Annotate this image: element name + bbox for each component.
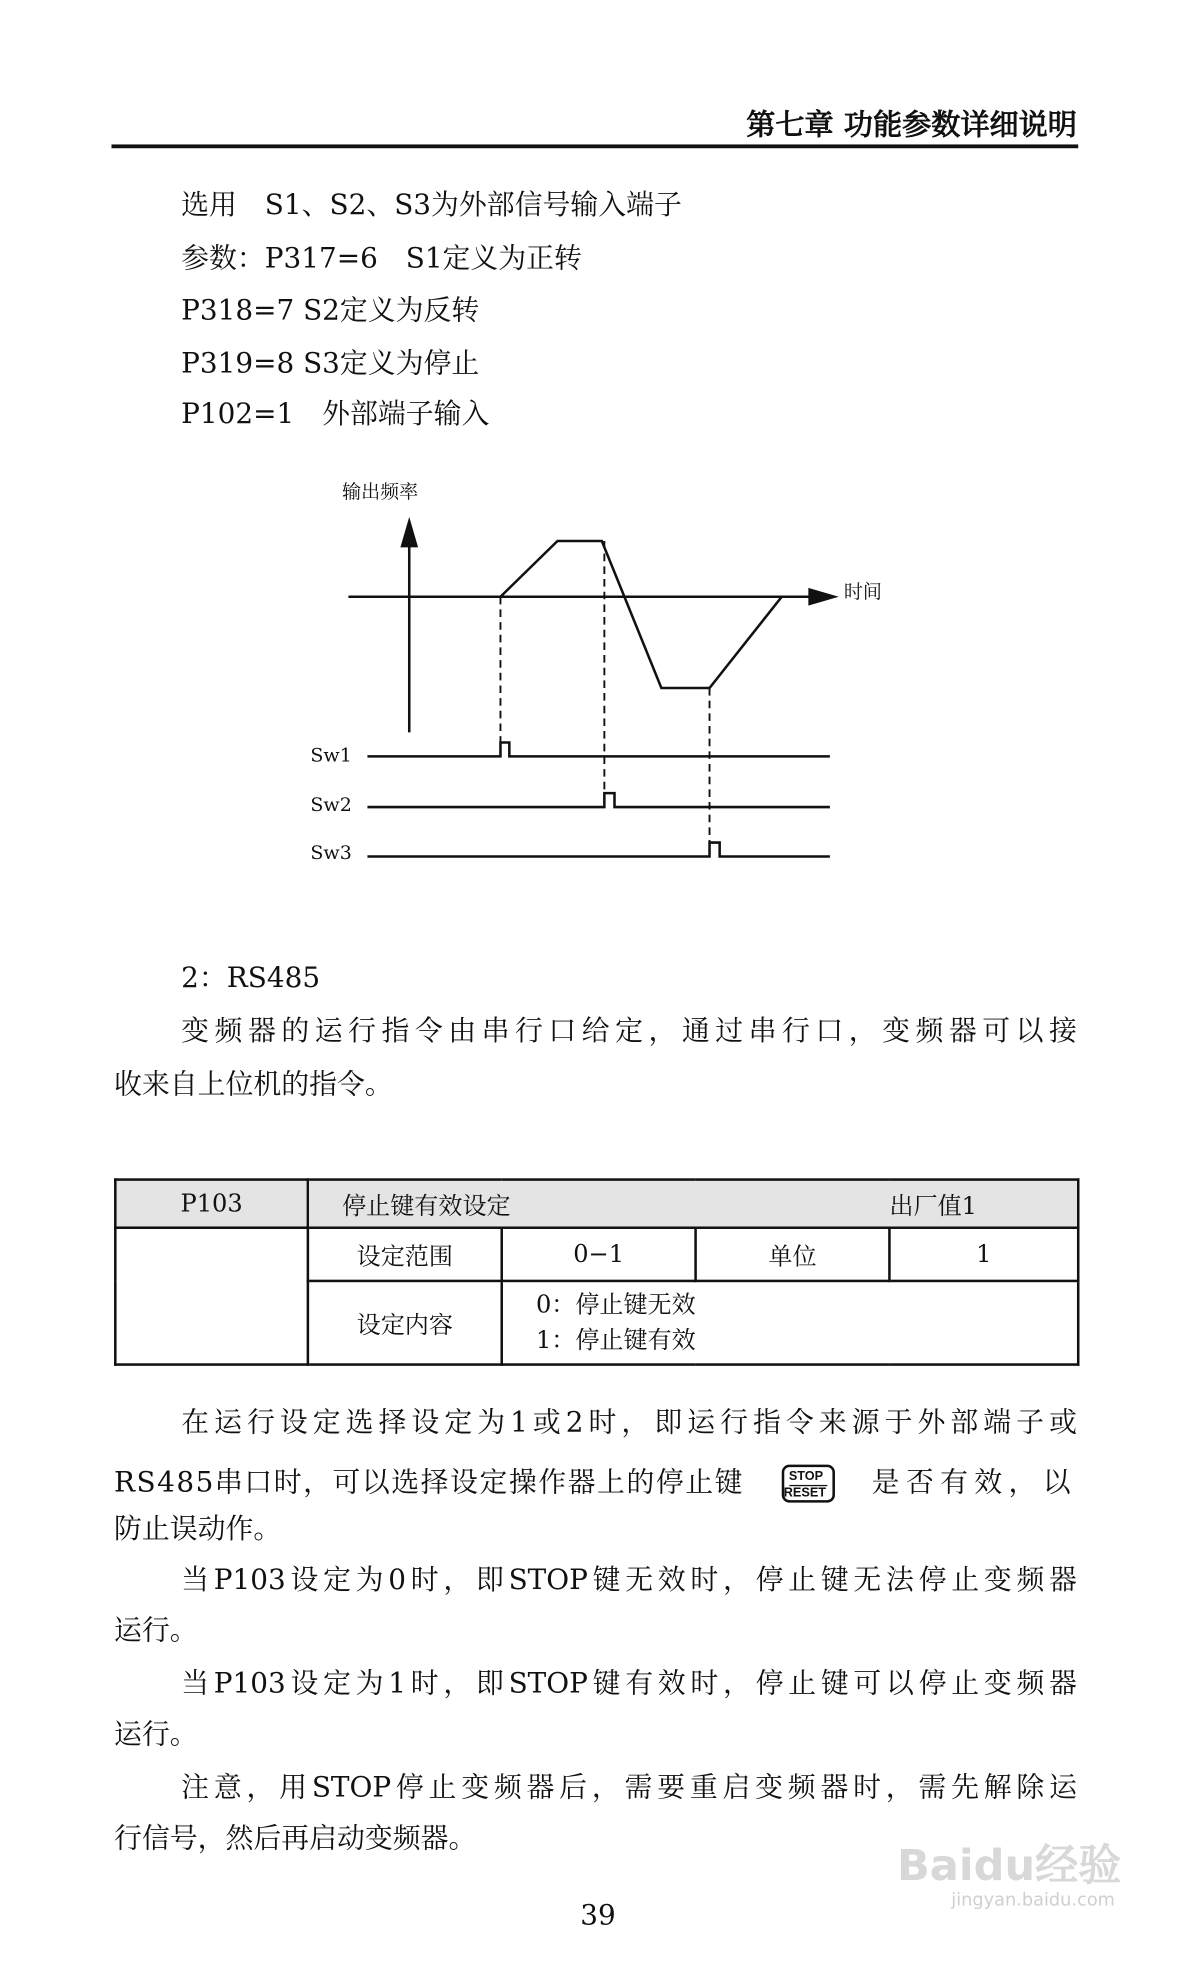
paragraph-line: 在运行设定选择设定为1或2时，即运行指令来源于外部端子或 — [181, 1407, 1077, 1440]
y-axis-label: 输出频率 — [342, 480, 419, 503]
example-line: P318=7 S2定义为反转 — [181, 295, 480, 327]
param-name-cell — [308, 1180, 1078, 1228]
paragraph-line: 当P103设定为0时，即STOP键无效时，停止键无法停止变频器 — [181, 1564, 1077, 1597]
paragraph-line: 运行。 — [114, 1719, 198, 1751]
content-options — [502, 1281, 1078, 1365]
range-label: 设定范围 — [308, 1228, 502, 1281]
paragraph-line: 防止误动作。 — [114, 1514, 282, 1546]
factory-default: 出厂值1 — [889, 1191, 977, 1220]
stop-reset-key-icon — [781, 1465, 834, 1503]
option: 0：停止键无效 — [535, 1291, 696, 1319]
content-label: 设定内容 — [308, 1281, 502, 1365]
parameter-table — [114, 1178, 1079, 1366]
chapter-header: 第七章 功能参数详细说明 — [746, 108, 1077, 142]
paragraph-line: 变频器的运行指令由串行口给定，通过串行口，变频器可以接 — [181, 1016, 1077, 1048]
sw3-signal — [367, 843, 829, 857]
signal-label: Sw2 — [310, 793, 352, 816]
y-axis-arrow-icon — [400, 517, 418, 547]
paragraph-line: 运行。 — [114, 1615, 198, 1648]
paragraph-line: 行信号，然后再启动变频器。 — [114, 1823, 477, 1855]
signal-label: Sw1 — [310, 743, 352, 767]
sw1-signal — [367, 742, 829, 756]
example-line: P319=8 S3定义为停止 — [181, 348, 480, 381]
signal-label: Sw3 — [310, 841, 352, 865]
paragraph-line: 当P103设定为1时，即STOP键有效时，停止键可以停止变频器 — [181, 1668, 1077, 1701]
stop-key-bottom: RESET — [783, 1486, 827, 1501]
page-number: 39 — [580, 1900, 616, 1933]
section-heading: 2：RS485 — [181, 962, 321, 995]
example-line: P102=1 外部端子输入 — [181, 399, 490, 431]
unit-value: 1 — [889, 1228, 1078, 1281]
param-code: P103 — [115, 1180, 308, 1228]
text-segment: 是否有效，以 — [871, 1467, 1077, 1499]
watermark-url: jingyan.baidu.com — [951, 1890, 1115, 1911]
x-axis-arrow-icon — [808, 588, 838, 606]
example-line: 参数：P317=6 S1定义为正转 — [181, 243, 582, 275]
param-name: 停止键有效设定 — [342, 1191, 511, 1220]
stop-key-top: STOP — [789, 1470, 827, 1486]
example-line: 选用 S1、S2、S3为外部信号输入端子 — [181, 190, 682, 222]
sw2-signal — [367, 793, 829, 807]
frequency-curve — [500, 541, 781, 688]
text-segment: RS485串口时，可以选择设定操作器上的停止键 — [114, 1467, 745, 1499]
paragraph-line: 收来自上位机的指令。 — [114, 1069, 393, 1102]
option: 1：停止键有效 — [535, 1326, 696, 1355]
unit-label: 单位 — [696, 1228, 890, 1281]
paragraph-line: 注意，用STOP停止变频器后，需要重启变频器时，需先解除运 — [181, 1772, 1077, 1805]
paragraph-line — [114, 1465, 1077, 1503]
x-axis-label: 时间 — [843, 580, 882, 604]
empty-cell — [115, 1228, 308, 1365]
range-value: 0−1 — [502, 1228, 696, 1281]
watermark-logo: Baidu经验 — [896, 1840, 1122, 1892]
